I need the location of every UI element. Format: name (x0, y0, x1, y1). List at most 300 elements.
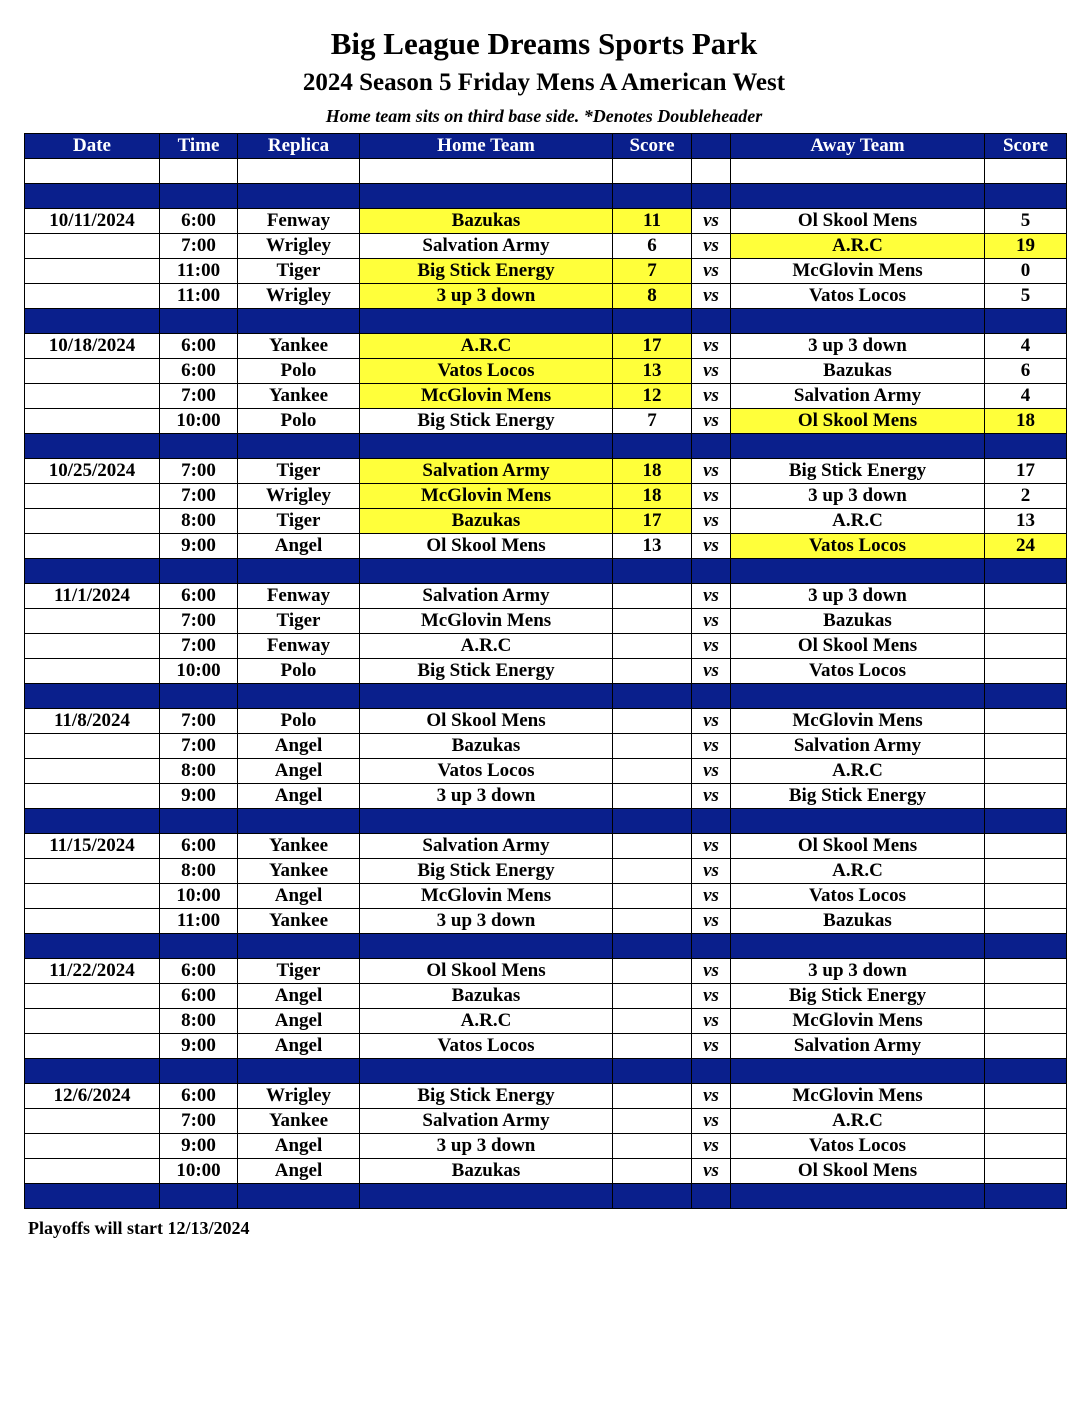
home-score (613, 784, 692, 809)
game-date (25, 384, 160, 409)
away-team: Salvation Army (731, 1034, 985, 1059)
away-team: Ol Skool Mens (731, 834, 985, 859)
home-team: Salvation Army (360, 834, 613, 859)
game-time: 7:00 (160, 1109, 238, 1134)
game-replica: Angel (238, 1009, 360, 1034)
header-replica: Replica (238, 134, 360, 159)
game-replica: Fenway (238, 209, 360, 234)
away-score (985, 609, 1067, 634)
game-replica: Wrigley (238, 1084, 360, 1109)
vs-label: vs (692, 734, 731, 759)
away-team: A.R.C (731, 859, 985, 884)
game-time: 9:00 (160, 1134, 238, 1159)
home-score: 7 (613, 409, 692, 434)
vs-label: vs (692, 1159, 731, 1184)
week-separator-band (25, 559, 1067, 584)
vs-label: vs (692, 1034, 731, 1059)
away-score (985, 834, 1067, 859)
home-team: McGlovin Mens (360, 609, 613, 634)
game-time: 9:00 (160, 534, 238, 559)
game-date (25, 909, 160, 934)
home-team: Salvation Army (360, 1109, 613, 1134)
game-time: 11:00 (160, 284, 238, 309)
game-date (25, 634, 160, 659)
vs-label: vs (692, 334, 731, 359)
away-score: 0 (985, 259, 1067, 284)
home-score: 7 (613, 259, 692, 284)
game-row (25, 1109, 1067, 1134)
home-team: Bazukas (360, 1159, 613, 1184)
away-score: 4 (985, 384, 1067, 409)
week-separator-band (25, 1184, 1067, 1209)
game-replica: Fenway (238, 584, 360, 609)
home-team: 3 up 3 down (360, 284, 613, 309)
game-time: 8:00 (160, 859, 238, 884)
game-row (25, 209, 1067, 234)
away-team: Vatos Locos (731, 659, 985, 684)
home-team: Vatos Locos (360, 359, 613, 384)
game-time: 7:00 (160, 734, 238, 759)
game-date: 10/25/2024 (25, 459, 160, 484)
game-time: 9:00 (160, 784, 238, 809)
away-score: 24 (985, 534, 1067, 559)
home-team: A.R.C (360, 1009, 613, 1034)
game-row (25, 709, 1067, 734)
game-time: 10:00 (160, 884, 238, 909)
away-score: 19 (985, 234, 1067, 259)
week-separator-band (25, 934, 1067, 959)
home-team: Salvation Army (360, 234, 613, 259)
game-date: 11/1/2024 (25, 584, 160, 609)
game-date (25, 1109, 160, 1134)
vs-label: vs (692, 284, 731, 309)
home-score (613, 859, 692, 884)
home-score: 13 (613, 359, 692, 384)
vs-label: vs (692, 484, 731, 509)
game-replica: Angel (238, 1159, 360, 1184)
home-team: 3 up 3 down (360, 1134, 613, 1159)
week-separator-band (25, 1059, 1067, 1084)
home-team: 3 up 3 down (360, 909, 613, 934)
game-time: 6:00 (160, 584, 238, 609)
game-row (25, 584, 1067, 609)
home-team: McGlovin Mens (360, 884, 613, 909)
game-time: 9:00 (160, 1034, 238, 1059)
away-score (985, 634, 1067, 659)
game-date (25, 509, 160, 534)
home-score: 13 (613, 534, 692, 559)
vs-label: vs (692, 234, 731, 259)
vs-label: vs (692, 534, 731, 559)
game-row (25, 834, 1067, 859)
vs-label: vs (692, 584, 731, 609)
away-team: Bazukas (731, 359, 985, 384)
game-replica: Tiger (238, 259, 360, 284)
game-row (25, 334, 1067, 359)
game-row (25, 1009, 1067, 1034)
game-date (25, 759, 160, 784)
game-row (25, 259, 1067, 284)
home-score (613, 834, 692, 859)
home-score (613, 1159, 692, 1184)
away-score (985, 859, 1067, 884)
schedule-table (24, 133, 1067, 1209)
away-team: McGlovin Mens (731, 1084, 985, 1109)
game-date (25, 859, 160, 884)
game-replica: Angel (238, 759, 360, 784)
away-score (985, 659, 1067, 684)
vs-label: vs (692, 209, 731, 234)
game-date (25, 259, 160, 284)
vs-label: vs (692, 1134, 731, 1159)
home-score (613, 759, 692, 784)
home-score (613, 1084, 692, 1109)
game-time: 7:00 (160, 709, 238, 734)
away-team: 3 up 3 down (731, 959, 985, 984)
away-team: Ol Skool Mens (731, 634, 985, 659)
vs-label: vs (692, 1084, 731, 1109)
away-team: 3 up 3 down (731, 584, 985, 609)
game-replica: Yankee (238, 834, 360, 859)
home-team: McGlovin Mens (360, 484, 613, 509)
home-score: 6 (613, 234, 692, 259)
home-score (613, 1034, 692, 1059)
game-date (25, 884, 160, 909)
home-team: Ol Skool Mens (360, 959, 613, 984)
game-time: 6:00 (160, 834, 238, 859)
away-score (985, 1159, 1067, 1184)
vs-label: vs (692, 909, 731, 934)
game-row (25, 409, 1067, 434)
vs-label: vs (692, 409, 731, 434)
away-score (985, 1009, 1067, 1034)
away-score (985, 884, 1067, 909)
header-away-team: Away Team (731, 134, 985, 159)
game-time: 8:00 (160, 759, 238, 784)
home-score (613, 884, 692, 909)
game-time: 8:00 (160, 1009, 238, 1034)
vs-label: vs (692, 884, 731, 909)
away-score: 6 (985, 359, 1067, 384)
game-row (25, 784, 1067, 809)
game-date: 10/11/2024 (25, 209, 160, 234)
away-score: 5 (985, 209, 1067, 234)
game-date (25, 234, 160, 259)
home-team: Bazukas (360, 509, 613, 534)
game-row (25, 384, 1067, 409)
game-row (25, 359, 1067, 384)
week-separator-band (25, 684, 1067, 709)
game-row (25, 659, 1067, 684)
away-team: Big Stick Energy (731, 984, 985, 1009)
away-team: Vatos Locos (731, 284, 985, 309)
away-team: Ol Skool Mens (731, 209, 985, 234)
game-replica: Tiger (238, 509, 360, 534)
away-score: 18 (985, 409, 1067, 434)
home-team: Big Stick Energy (360, 259, 613, 284)
game-time: 6:00 (160, 1084, 238, 1109)
game-time: 6:00 (160, 209, 238, 234)
away-score (985, 1109, 1067, 1134)
away-score: 4 (985, 334, 1067, 359)
away-team: McGlovin Mens (731, 709, 985, 734)
game-replica: Wrigley (238, 284, 360, 309)
game-date: 11/8/2024 (25, 709, 160, 734)
away-score (985, 759, 1067, 784)
game-replica: Yankee (238, 859, 360, 884)
home-team: Bazukas (360, 209, 613, 234)
playoffs-note: Playoffs will start 12/13/2024 (28, 1218, 250, 1238)
header-home-team: Home Team (360, 134, 613, 159)
game-time: 7:00 (160, 384, 238, 409)
game-row (25, 284, 1067, 309)
away-team: 3 up 3 down (731, 334, 985, 359)
header-home-score: Score (613, 134, 692, 159)
home-team: Vatos Locos (360, 1034, 613, 1059)
schedule-note: Home team sits on third base side. *Denotes Doubleheader (325, 106, 763, 126)
away-score (985, 584, 1067, 609)
game-row (25, 1034, 1067, 1059)
vs-label: vs (692, 634, 731, 659)
game-row (25, 959, 1067, 984)
home-score: 8 (613, 284, 692, 309)
game-time: 7:00 (160, 609, 238, 634)
game-row (25, 459, 1067, 484)
away-team: Ol Skool Mens (731, 409, 985, 434)
game-date (25, 409, 160, 434)
game-time: 6:00 (160, 359, 238, 384)
game-date (25, 534, 160, 559)
vs-label: vs (692, 709, 731, 734)
game-replica: Yankee (238, 334, 360, 359)
game-row (25, 609, 1067, 634)
spacer-row (25, 159, 1067, 184)
game-replica: Tiger (238, 459, 360, 484)
home-score (613, 709, 692, 734)
game-row (25, 1159, 1067, 1184)
game-replica: Yankee (238, 384, 360, 409)
game-date (25, 734, 160, 759)
vs-label: vs (692, 759, 731, 784)
game-row (25, 759, 1067, 784)
home-team: Salvation Army (360, 459, 613, 484)
vs-label: vs (692, 659, 731, 684)
away-score: 2 (985, 484, 1067, 509)
vs-label: vs (692, 359, 731, 384)
game-replica: Angel (238, 884, 360, 909)
game-row (25, 909, 1067, 934)
game-replica: Polo (238, 359, 360, 384)
game-replica: Angel (238, 784, 360, 809)
game-time: 7:00 (160, 234, 238, 259)
page-title: Big League Dreams Sports Park (330, 26, 758, 61)
away-score (985, 1034, 1067, 1059)
vs-label: vs (692, 259, 731, 284)
game-replica: Tiger (238, 959, 360, 984)
game-replica: Angel (238, 734, 360, 759)
vs-label: vs (692, 1109, 731, 1134)
home-score (613, 734, 692, 759)
game-time: 6:00 (160, 984, 238, 1009)
vs-label: vs (692, 459, 731, 484)
game-row (25, 1134, 1067, 1159)
game-time: 8:00 (160, 509, 238, 534)
away-score (985, 909, 1067, 934)
away-score (985, 1084, 1067, 1109)
page-subtitle: 2024 Season 5 Friday Mens A American West (302, 69, 786, 96)
game-replica: Angel (238, 1034, 360, 1059)
away-team: Big Stick Energy (731, 784, 985, 809)
home-score (613, 1109, 692, 1134)
game-replica: Polo (238, 709, 360, 734)
game-replica: Yankee (238, 909, 360, 934)
home-score (613, 984, 692, 1009)
header-row (25, 134, 1067, 159)
game-date (25, 359, 160, 384)
home-score (613, 659, 692, 684)
game-date (25, 1134, 160, 1159)
game-row (25, 509, 1067, 534)
week-separator-band (25, 309, 1067, 334)
game-row (25, 1084, 1067, 1109)
game-time: 10:00 (160, 1159, 238, 1184)
vs-label: vs (692, 609, 731, 634)
vs-label: vs (692, 509, 731, 534)
away-team: A.R.C (731, 1109, 985, 1134)
home-score (613, 584, 692, 609)
game-time: 7:00 (160, 459, 238, 484)
vs-label: vs (692, 384, 731, 409)
home-team: Ol Skool Mens (360, 709, 613, 734)
week-separator-band (25, 434, 1067, 459)
game-time: 7:00 (160, 484, 238, 509)
game-date (25, 984, 160, 1009)
game-replica: Angel (238, 984, 360, 1009)
home-team: A.R.C (360, 634, 613, 659)
away-score (985, 734, 1067, 759)
home-score (613, 909, 692, 934)
game-row (25, 634, 1067, 659)
away-team: Bazukas (731, 609, 985, 634)
away-team: Salvation Army (731, 384, 985, 409)
game-replica: Polo (238, 409, 360, 434)
away-team: McGlovin Mens (731, 1009, 985, 1034)
home-team: Vatos Locos (360, 759, 613, 784)
away-team: McGlovin Mens (731, 259, 985, 284)
away-score: 17 (985, 459, 1067, 484)
home-team: Big Stick Energy (360, 409, 613, 434)
game-row (25, 884, 1067, 909)
game-row (25, 984, 1067, 1009)
home-score (613, 1134, 692, 1159)
week-separator-band (25, 809, 1067, 834)
game-date: 11/15/2024 (25, 834, 160, 859)
home-score (613, 609, 692, 634)
away-team: Bazukas (731, 909, 985, 934)
schedule-body (25, 159, 1067, 1209)
away-score (985, 709, 1067, 734)
away-team: Ol Skool Mens (731, 1159, 985, 1184)
game-date (25, 1034, 160, 1059)
vs-label: vs (692, 1009, 731, 1034)
away-team: Vatos Locos (731, 884, 985, 909)
home-team: 3 up 3 down (360, 784, 613, 809)
away-team: Vatos Locos (731, 534, 985, 559)
home-score: 11 (613, 209, 692, 234)
header-time: Time (160, 134, 238, 159)
header-vs (692, 134, 731, 159)
vs-label: vs (692, 834, 731, 859)
away-team: Big Stick Energy (731, 459, 985, 484)
home-team: McGlovin Mens (360, 384, 613, 409)
week-separator-band (25, 184, 1067, 209)
game-replica: Wrigley (238, 234, 360, 259)
away-score: 5 (985, 284, 1067, 309)
away-score: 13 (985, 509, 1067, 534)
home-score: 18 (613, 459, 692, 484)
home-score: 17 (613, 334, 692, 359)
game-replica: Wrigley (238, 484, 360, 509)
game-time: 10:00 (160, 409, 238, 434)
away-score (985, 959, 1067, 984)
game-row (25, 484, 1067, 509)
home-score (613, 1009, 692, 1034)
game-date: 12/6/2024 (25, 1084, 160, 1109)
away-score (985, 1134, 1067, 1159)
game-replica: Yankee (238, 1109, 360, 1134)
game-date (25, 659, 160, 684)
game-date (25, 484, 160, 509)
home-score: 18 (613, 484, 692, 509)
vs-label: vs (692, 784, 731, 809)
game-row (25, 734, 1067, 759)
home-score: 17 (613, 509, 692, 534)
away-team: A.R.C (731, 234, 985, 259)
vs-label: vs (692, 859, 731, 884)
game-replica: Polo (238, 659, 360, 684)
game-time: 11:00 (160, 259, 238, 284)
game-replica: Tiger (238, 609, 360, 634)
home-team: Bazukas (360, 984, 613, 1009)
header-date: Date (25, 134, 160, 159)
game-time: 6:00 (160, 334, 238, 359)
game-row (25, 534, 1067, 559)
home-team: Ol Skool Mens (360, 534, 613, 559)
game-date (25, 609, 160, 634)
game-date: 11/22/2024 (25, 959, 160, 984)
game-time: 7:00 (160, 634, 238, 659)
game-row (25, 234, 1067, 259)
game-row (25, 859, 1067, 884)
home-score (613, 959, 692, 984)
away-team: A.R.C (731, 759, 985, 784)
home-team: Big Stick Energy (360, 1084, 613, 1109)
home-team: Salvation Army (360, 584, 613, 609)
game-replica: Angel (238, 534, 360, 559)
home-team: Bazukas (360, 734, 613, 759)
vs-label: vs (692, 984, 731, 1009)
game-replica: Fenway (238, 634, 360, 659)
game-date (25, 1009, 160, 1034)
away-team: Salvation Army (731, 734, 985, 759)
away-team: 3 up 3 down (731, 484, 985, 509)
game-date (25, 284, 160, 309)
home-team: A.R.C (360, 334, 613, 359)
home-team: Big Stick Energy (360, 659, 613, 684)
home-score (613, 634, 692, 659)
home-team: Big Stick Energy (360, 859, 613, 884)
away-team: A.R.C (731, 509, 985, 534)
